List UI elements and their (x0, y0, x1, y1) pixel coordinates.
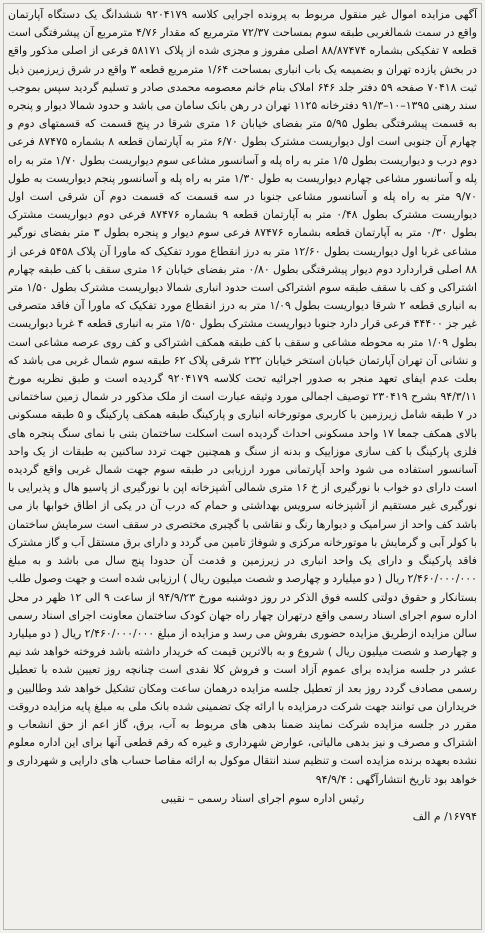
notice-footer (8, 790, 477, 826)
signature-line: رئیس اداره سوم اجرای اسناد رسمی – نقیبی (160, 791, 365, 805)
auction-notice-body: آگهی مزایده اموال غیر منقول مربوط به پرونده اجرایی کلاسه ۹۲۰۴۱۷۹ ششدانگ یک دستگاه آپارتمان واقع در سمت شمالغربی طبقه سوم بمساحت ۷۲/۳۷ مترمربع که مقدار ۴/۷۶ مترمربع آن پیشرفتگی است قطعه ۷ تفکیکی بشماره ۸۸/۸۷۴۷۴ اصلی مفروز و مجزی شده از پلاک ۵۸۱۷۱ فرعی از اصلی مذکور واقع در بخش یازده تهران و بضمیمه یک باب انباری بمساحت ۱/۶۴ مترمربع قطعه ۳ واقع در شرق زیرزمین ذیل ثبت ۷۰۴۱۸ صفحه ۵۹ دفتر جلد ۶۴۶ املاک بنام خانم معصومه محمدی صادر و تسلیم گردید سپس بموجب سند رهنی ۱۳۹۵–۱۰–۹۱/۳ دفترخانه ۱۱۲۵ تهران در رهن بانک سامان می باشد و حدود شمالا دیوار و پنجره به قسمت پیشرفتگی بطول ۵/۹۵ متر بفضای خیابان ۱۶ متری شرقا در پنج قسمت که قسمتهای دوم و چهارم آن جنوبی است اول دیواریست مشترک بطول ۶/۷۰ متر به آپارتمان قطعه ۸ بشماره ۸۷۴۷۵ فرعی دوم درب و دیواریست بطول ۱/۵ متر به راه پله و آسانسور مشاعی سوم دیواریست بطول ۱/۷۰ متر به راه پله و آسانسور مشاعی چهارم دیواریست به طول ۱/۳۰ متر به راه پله و آسانسور پنجم دیواریست به طول ۹/۷۰ متر به راه پله و آسانسور مشاعی جنوبا در سه قسمت که قسمت دوم آن شرقی است اول دیواریست مشترک بطول ۰/۴۸ متر به آپارتمان قطعه ۹ بشماره ۸۷۴۷۶ فرعی دوم دیواریست مشترک بطول ۰/۳۰ متر به آپارتمان قطعه بشماره ۸۷۴۷۶ فرعی سوم دیوار و پنجره بطول ۳ متر بفضای نورگیر مشاعی غربا اول دیواریست بطول ۱۲/۶۰ متر به درز انقطاع مورد تفکیک که ماورا آن پلاک ۵۴۵۸ فرعی از ۸۸ اصلی قراردارد دوم دیوار پیشرفتگی بطول ۰/۸۰ متر بفضای خیابان ۱۶ متری سقف با کف طبقه چهارم اشتراکی و کف با سقف طبقه سوم اشتراکی است حدود انباری شمالا دیواریست مشترک بطول ۱/۵۰ متر به انباری قطعه ۲ شرقا دیواریست بطول ۱/۰۹ متر به درز انقطاع مورد تفکیک که ماورا آن فاقد متصرفی غیر جز ۴۴۴۰۰ فرعی قرار دارد جنوبا دیواریست مشترک بطول ۱/۵۰ متر به انباری قطعه ۴ غربا دیواریست بطول ۱/۰۹ متر به محوطه مشاعی و سقف با کف طبقه همکف اشتراکی و کف روی عرصه مشاعی است و نشانی آن تهران آپارتمان خیابان استخر خیابان ۲۳۲ شرقی پلاک ۶۲ طبقه سوم شمال غربی می باشد که بعلت عدم ایفای تعهد منجر به صدور اجرائیه تحت کلاسه ۹۲۰۴۱۷۹ گردیده است و طبق نظریه مورخ ۹۴/۳/۱۱ بشرح ۲۳۰۴۱۹ توصیف اجمالی مورد وثیقه عبارت است از ملک مذکور در شمال زمین ساختمانی در ۷ طبقه شامل زیرزمین با کاربری موتورخانه انباری و پارکینگ طبقه همکف پارکینگ و ۵ طبقه مسکونی بالای همکف جمعا ۱۷ واحد مسکونی احداث گردیده است اسکلت ساختمان بتنی با نمای سنگ پنجره های فلزی پارکینگ با کف سازی موزاییک و بدنه از سنگ و همچنین جهت تردد ساکنین به طبقات از یک واحد آسانسور استفاده می شود واحد آپارتمانی مورد ارزیابی در طبقه سوم جهت شمال غربی واقع گردیده است دارای دو خواب با نورگیری از خ ۱۶ متری شمالی آشپزخانه اپن با نورگیری از پاسیو هال و پذیرایی با نورگیری غیر مستقیم از آشپزخانه سرویس بهداشتی و حمام که درب آن در یکی از اطاق خوابها باز می باشد کف واحد از سرامیک و دیوارها رنگ و نقاشی با گچبری مختصری در سقف است سرمایش ساختمان با کولر آبی و گرمایش با موتورخانه مرکزی و شوفاژ تامین می گردد و دارای برق مستقل آب و گاز مشترک فاقد پارکینگ و دارای یک واحد انباری در زیرزمین و قدمت آن حدودا پنج سال می باشد و به مبلغ ۲/۴۶۰/۰۰۰/۰۰۰ ریال ( دو میلیارد و چهارصد و شصت میلیون ریال ) ارزیابی شده است و جهت وصول طلب بستانکار و حقوق دولتی کلسه فوق الذکر در روز دوشنبه مورخ ۹۴/۹/۲۳ از ساعت ۹ الی ۱۲ ظهر در محل اداره سوم اجرای اسناد رسمی واقع درتهران چهار راه جهان کودک ساختمان معاونت اجرای اسناد رسمی سالن مزایده ازطریق مزایده حضوری بفروش می رسد و مزایده از مبلغ ۲/۴۶۰/۰۰۰/۰۰۰ ریال ( دو میلیارد و چهارصد و شصت میلیون ریال ) شروع و به بالاترین قیمت که خریدار داشته باشد فروخته خواهد شد نیم عشر در جلسه مزایده برای عموم آزاد است و فروش کلا نقدی است چنانچه روز تعیین شده با تعطیل رسمی مصادف گردد روز بعد از تعطیل جلسه مزایده درهمان ساعت ومکان تشکیل خواهد شد وطالبین و خریداران می توانند جهت شرکت درمزایده با ارائه چک تضمینی شده بانک ملی به مبلغ پایه مزایده دروقت مقرر در جلسه مزایده شرکت نمایند ضمنا بدهی های مربوط به آب، برق، گاز اعم از حق انشعاب و اشتراک و مصرف و نیز بدهی مالیاتی، عوارض شهرداری و غیره که رقم قطعی آنها برای این اداره معلوم نشده بعهده برنده مزایده است و تنظیم سند انتقال موکول به ارائه مفاصا حساب های دارایی و شهرداری و خواهد بود تاریخ انتشارآگهی : ۹۴/۹/۴ (8, 8, 478, 786)
notice-reference-number: ۱۶۷۹۴/ م الف (412, 809, 477, 823)
